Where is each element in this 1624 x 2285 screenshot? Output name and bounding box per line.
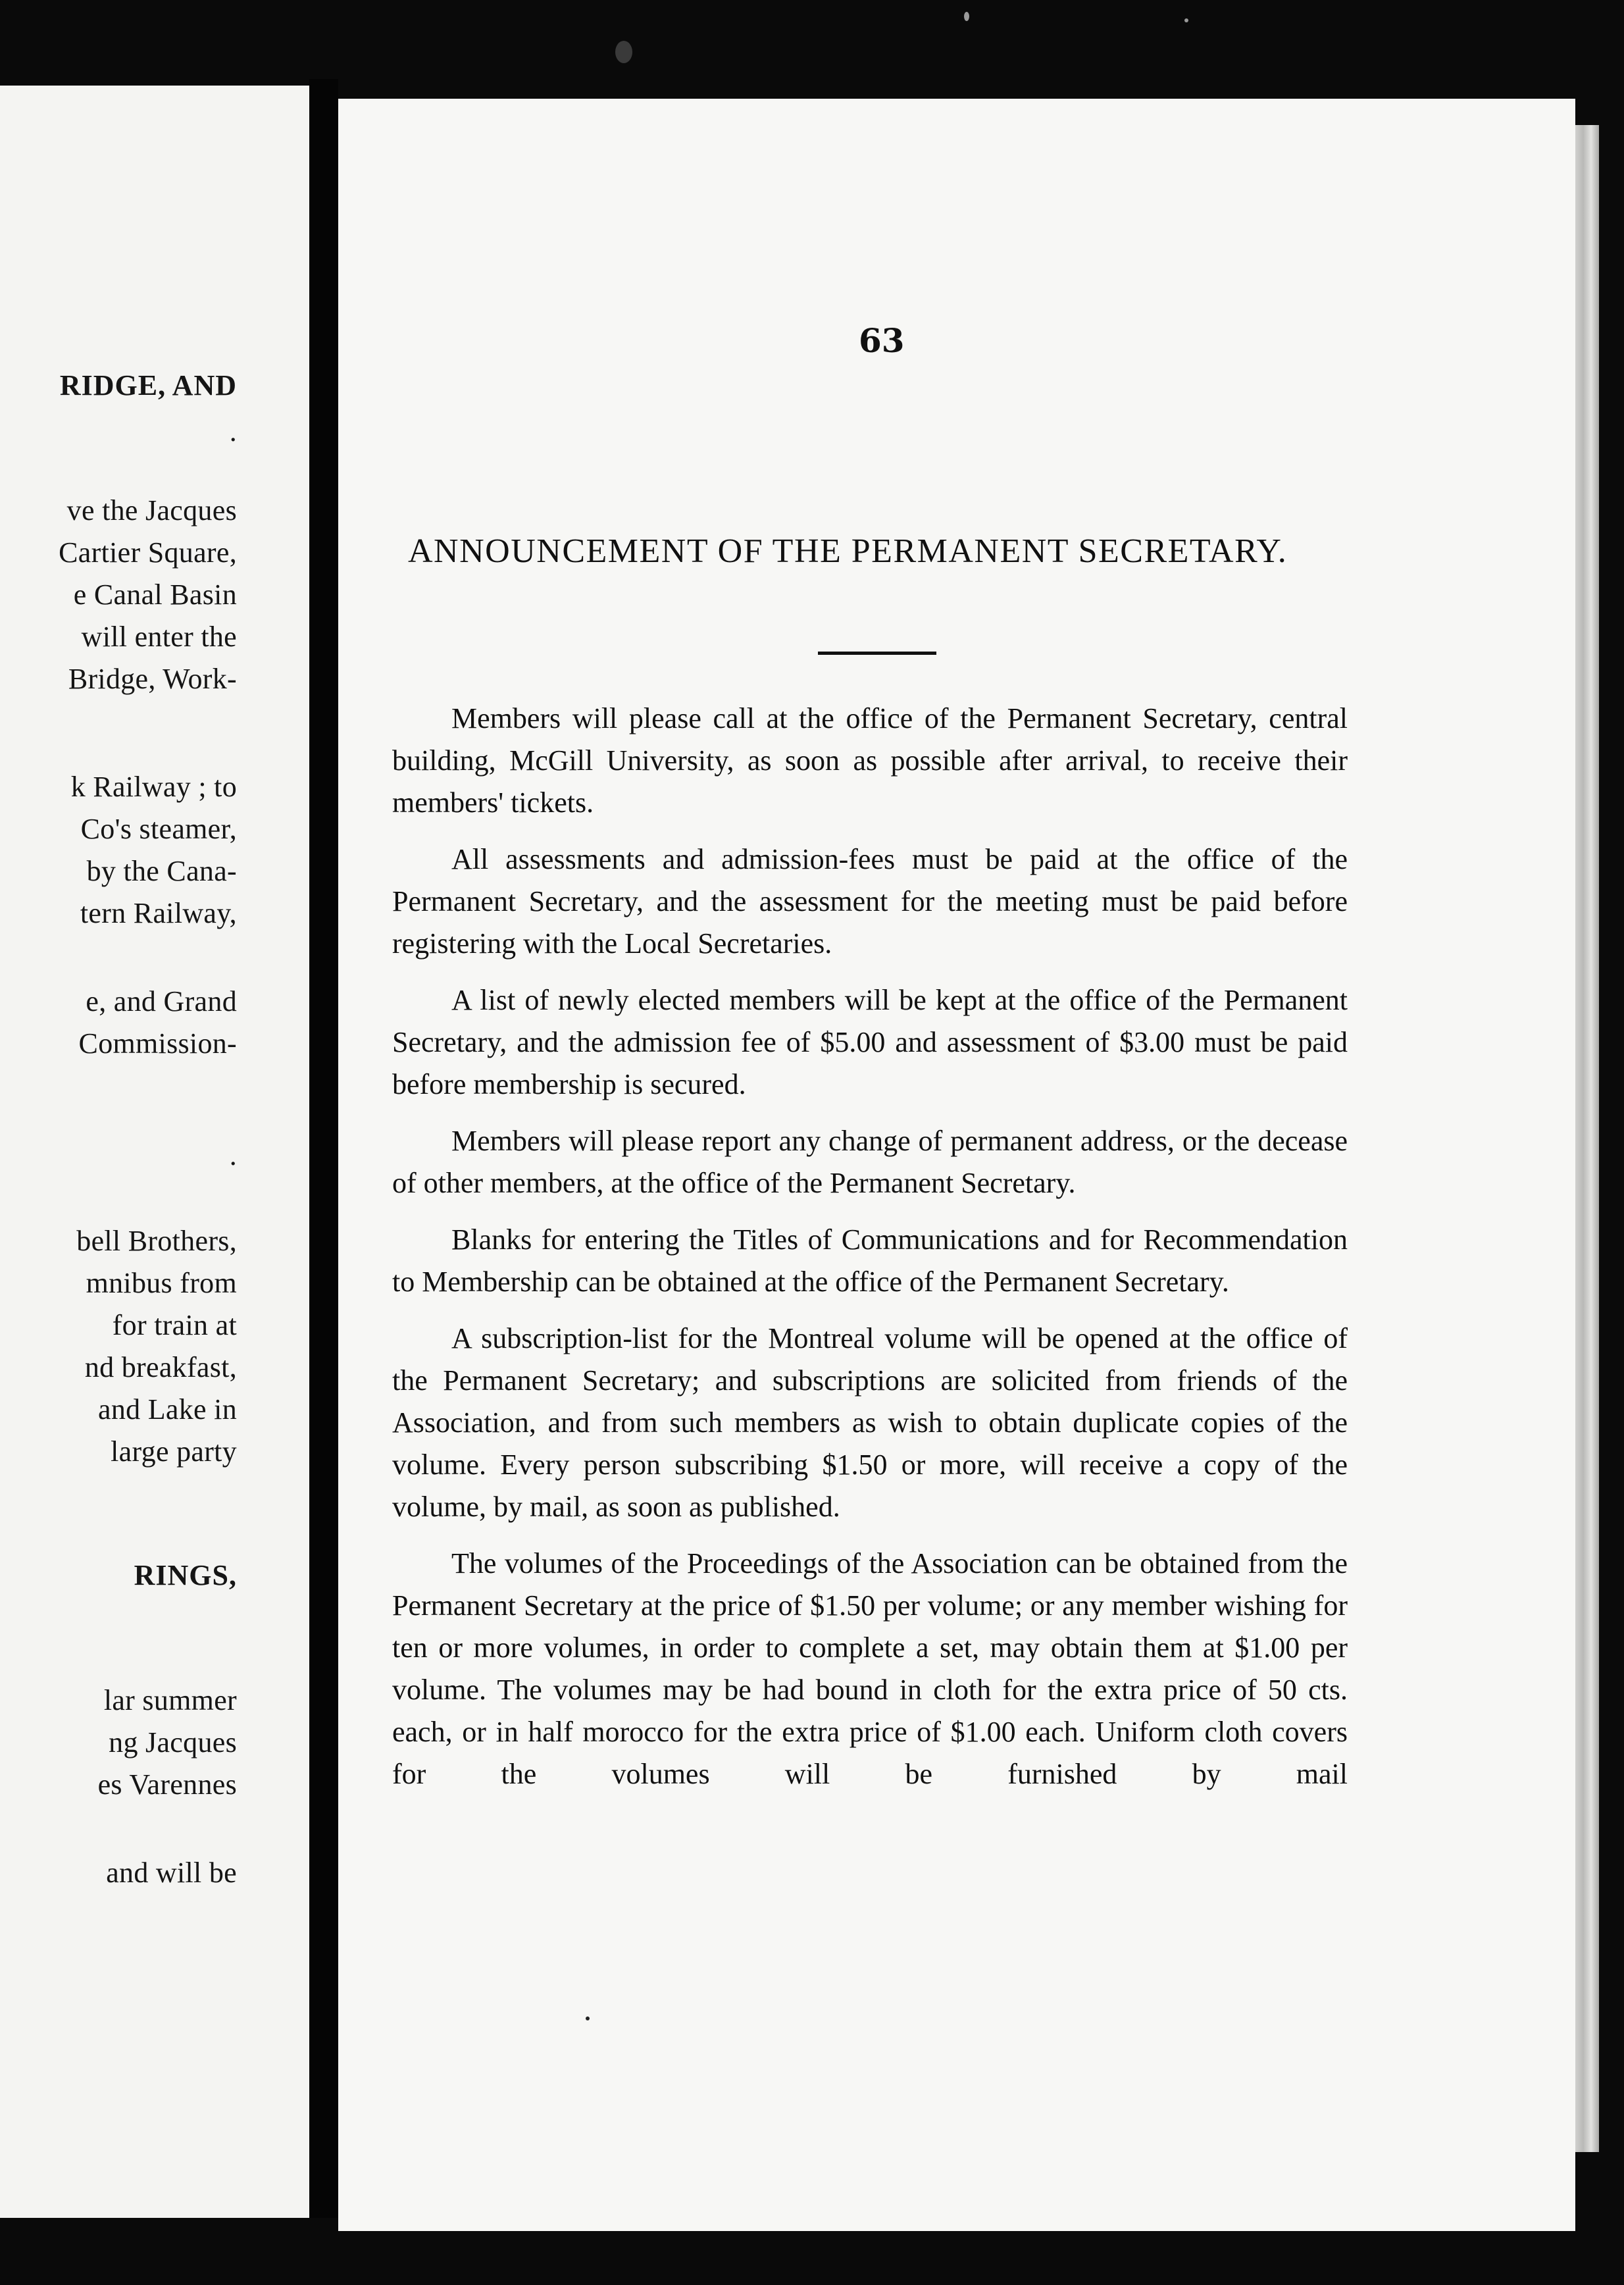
left-page-line: nd breakfast, (84, 1351, 237, 1383)
left-page-line: by the Cana- (86, 855, 237, 887)
left-page-line: Commission- (78, 1027, 237, 1060)
left-page-line: and Lake in (98, 1393, 237, 1425)
left-page-line: bell Brothers, (76, 1225, 237, 1257)
body-paragraph: Members will please call at the office of the Permanent Secretary, central building, McGill University, as soon as possible after arrival, to receive their members' tickets. (392, 702, 1348, 819)
page-number: 63 (859, 321, 905, 360)
page-edge-stack (1573, 125, 1599, 2152)
left-facing-page (0, 86, 309, 2218)
left-page-line: and will be (106, 1857, 237, 1889)
left-page-line: e Canal Basin (73, 578, 237, 611)
body-paragraph: A subscription-list for the Montreal volume will be opened at the office of the Permanent Secretary; and subscriptions are solicited from friends of the Association, and from such members as wish to obtain duplicate copies of the volume. Every person subscribing $1.50 or more, will receive a copy of the volume, by mail, as soon as published. (392, 1322, 1348, 1523)
page-title: ANNOUNCEMENT OF THE PERMANENT SECRETARY. (408, 532, 1288, 570)
body-paragraph: The volumes of the Proceedings of the Association can be obtained from the Permanent Secretary at the price of $1.50 per volume; or any member wishing for ten or more volumes, in order to complete a set, may obtain them at $1.00 per volume. The volumes may be had bound in cloth for the extra price of 50 cts. each, or in half morocco for the extra price of $1.00 each. Uniform cloth covers for the volumes will be furnished by mail (392, 1547, 1348, 1790)
body-paragraph: Members will please report any change of permanent address, or the decease of other members, at the office of the Permanent Secretary. (392, 1125, 1348, 1199)
left-page-line: k Railway ; to (70, 771, 237, 803)
left-page-line: ve the Jacques (66, 494, 237, 526)
ink-mark (586, 2016, 590, 2020)
dust-speck (1184, 18, 1188, 22)
dust-speck (964, 12, 969, 21)
body-paragraph: All assessments and admission-fees must be paid at the office of the Permanent Secretary, and the assessment for the meeting must be paid before registering with the Local Secretaries. (392, 843, 1348, 960)
left-page-line: e, and Grand (86, 985, 237, 1017)
left-page-line: Co's steamer, (80, 813, 237, 845)
dust-speck (615, 41, 632, 63)
body-paragraph: A list of newly elected members will be kept at the office of the Permanent Secretary, and the admission fee of $5.00 and assessment of $3.00 must be paid before membership is secured. (392, 984, 1348, 1100)
left-page-line: RIDGE, AND (59, 369, 237, 401)
left-page-line: large party (111, 1435, 237, 1468)
left-page-line: Bridge, Work- (68, 663, 237, 695)
title-divider (818, 652, 936, 655)
left-page-line: RINGS, (134, 1559, 237, 1591)
left-page-line: for train at (112, 1309, 237, 1341)
left-page-line: mnibus from (86, 1267, 237, 1299)
left-page-line: will enter the (81, 621, 237, 653)
left-page-line: ng Jacques (109, 1726, 237, 1759)
body-paragraph: Blanks for entering the Titles of Communications and for Recommendation to Membership can be obtained at the office of the Permanent Secretary. (392, 1223, 1348, 1298)
left-page-line: lar summer (103, 1684, 237, 1716)
left-page-line: tern Railway, (80, 897, 237, 929)
book-gutter (309, 79, 338, 2218)
left-page-line: es Varennes (97, 1768, 237, 1801)
left-page-line: Cartier Square, (59, 536, 237, 569)
left-page-line: . (229, 415, 237, 448)
left-page-line: . (229, 1139, 237, 1171)
page-body (392, 698, 1348, 1810)
